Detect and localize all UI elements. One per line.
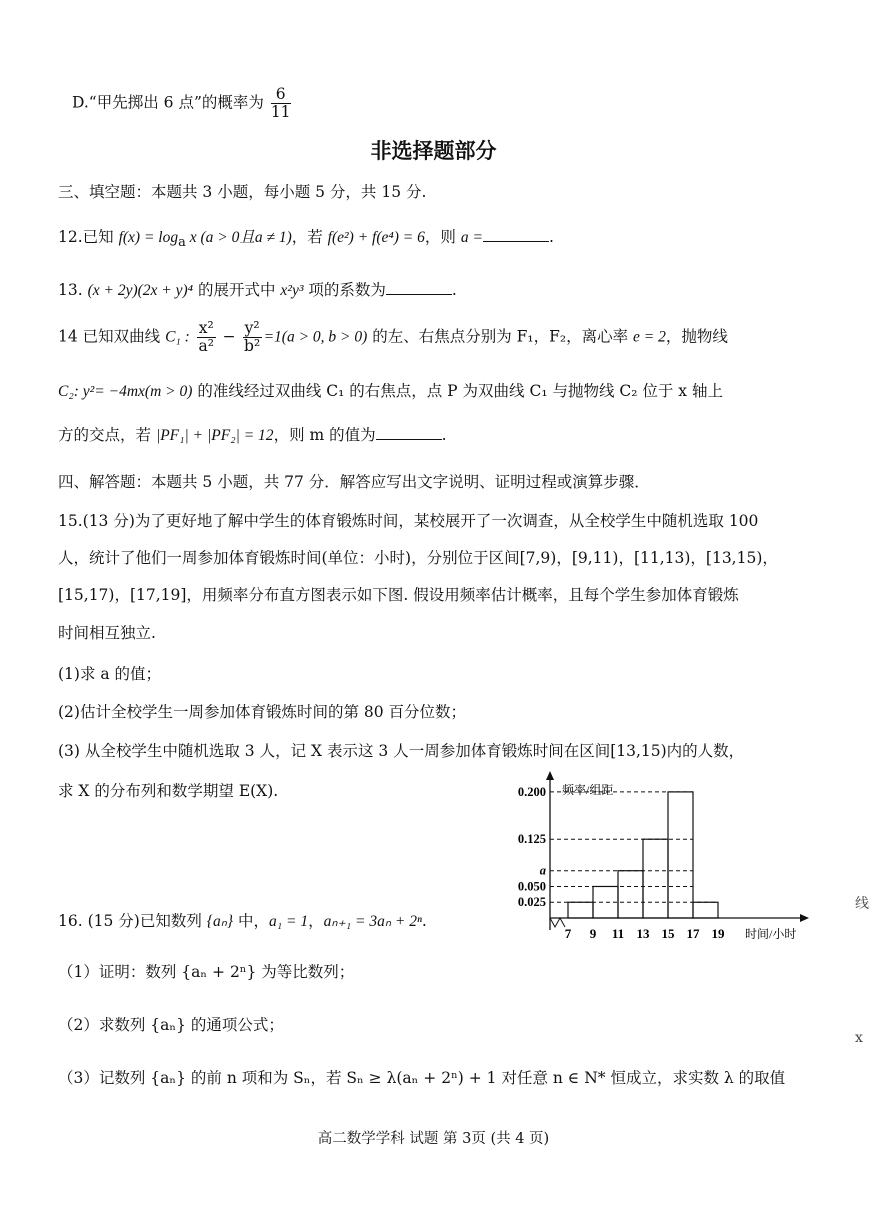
q16-text-b: 中， [233,912,270,930]
q15-line3: [15,17)，[17,19]，用频率分布直方图表示如下图. 假设用频率估计概率，且每个学生参加体育锻炼 [58,586,739,604]
q16-seq: {aₙ} [206,913,234,930]
q14-line3-text: ，则 m 的值为 [273,426,376,444]
q14-condition: =1(a > 0, b > 0) [263,328,368,346]
frequency-histogram [505,770,815,955]
answer-blank [376,425,442,440]
q14-c2: C₂: [58,383,79,400]
y-axis-arrow [546,771,554,780]
q14-line2-text: 的准线经过双曲线 C₁ 的右焦点，点 P 为双曲线 C₁ 与抛物线 C₂ 位于 x 轴上 [192,382,723,400]
q16-end: . [421,912,427,930]
q14-y-fraction [243,320,262,355]
q13-text-b: 的展开式中 [193,281,281,299]
question-16 [58,911,427,932]
q12-math3: f(e²) + f(e⁴) = 6 [327,229,425,246]
x-tick-label: 19 [711,926,725,941]
y-tick-label: 0.200 [517,784,546,799]
q15-line1: 15.(13 分)为了更好地了解中学生的体育锻炼时间，某校展开了一次调查，从全校学生中随机选取 100 [58,512,759,530]
fraction-numerator: y² [244,319,260,337]
q12-math2: x (a > 0且a ≠ 1) [185,229,292,246]
page-footer: 高二数学学科 试题 第 3页 (共 4 页) [317,1131,550,1147]
histogram-bar [568,902,593,918]
q12-text-c: ，则 [424,228,461,246]
question-13 [58,280,457,301]
section-title: 非选择题部分 [370,139,497,163]
q16-init: a₁ = 1 [269,913,309,930]
q15-sub2: (2)估计全校学生一周参加体育锻炼时间的第 80 百分位数； [58,703,467,721]
margin-mark-2: х [855,1030,863,1046]
x-tick-label: 7 [564,926,572,941]
y-tick-label: 0.050 [517,879,546,894]
q15-line2: 人，统计了他们一周参加体育锻炼时间(单位：小时)，分别位于区间[7,9)，[9,11)，[11,13)，[13,15)， [58,549,778,567]
y-axis-label: 频率/组距 [562,783,614,797]
q14-c1: C₁ : [165,328,190,346]
answer-blank [483,227,549,242]
question-14-line3 [58,425,447,446]
q12-prefix: 12.已知 [58,228,119,246]
q13-text-c: 项的系数为 [303,281,386,299]
q14-eccentricity: e = 2 [633,328,666,346]
q15-sub4: 求 X 的分布列和数学期望 E(X). [58,782,279,800]
q16-text-c: ， [308,912,324,930]
q14-line3-prefix: 方的交点，若 [58,426,156,444]
histogram-bar [618,871,643,918]
fraction-denominator: b² [244,337,261,356]
q13-math2: x²y³ [280,282,304,299]
q14-parabola: y²= −4mx(m > 0) [78,383,193,400]
x-tick-label: 13 [636,926,650,941]
q12-math4: a = [460,229,483,246]
fraction-numerator: x² [198,319,214,337]
part3-heading: 三、填空题：本题共 3 小题，每小题 5 分，共 15 分. [58,183,427,201]
q12-text-b: ，若 [291,228,328,246]
q14-prefix: 14 已知双曲线 [58,327,166,346]
q16-sub3: （3）记数列 {aₙ} 的前 n 项和为 Sₙ，若 Sₙ ≥ λ(aₙ + 2ⁿ) + 1 对任意 n ∈ N* 恒成立，求实数 λ 的取值 [58,1069,786,1087]
y-tick-label: 0.125 [517,832,546,847]
q14-end: . [441,426,447,444]
fraction-denominator: a² [198,337,214,356]
histogram-bar [693,902,718,918]
q13-math1: (x + 2y)(2x + y)⁴ [87,282,194,299]
q13-prefix: 13. [58,281,88,299]
question-14-line1 [58,320,728,355]
x-tick-label: 9 [589,926,597,941]
margin-mark-1: 线 [855,896,869,912]
question-12 [58,227,554,252]
option-d-text: D.“甲先掷出 6 点”的概率为 [72,93,264,112]
q13-end: . [451,281,457,299]
option-d [72,86,293,121]
histogram-bar [668,792,693,918]
q16-recurrence: aₙ₊₁ = 3aₙ + 2ⁿ [323,913,422,930]
option-d-fraction [271,86,291,121]
x-axis-arrow [800,914,809,922]
q16-sub1: （1）证明：数列 {aₙ + 2ⁿ} 为等比数列； [58,963,355,981]
q12-math1: f(x) = log [118,229,179,246]
fraction-numerator: 6 [271,86,291,104]
axis-break-mark [550,918,565,927]
q14-minus: − [217,327,241,346]
x-tick-label: 15 [661,926,675,941]
q14-focal-sum: |PF₁| + |PF₂| = 12 [155,427,274,444]
answer-blank [386,280,452,295]
x-axis-label: 时间/小时 [745,927,797,941]
y-tick-label: 0.025 [517,895,546,910]
q14-x-fraction [197,320,216,355]
x-tick-label: 17 [686,926,700,941]
q15-sub1: (1)求 a 的值； [58,665,162,683]
x-tick-label: 11 [611,926,625,941]
q15-line4: 时间相互独立. [58,624,156,642]
y-tick-label: a [539,863,546,878]
q12-end: . [548,228,554,246]
q12-sub: a [178,235,186,251]
q16-prefix: 16. (15 分)已知数列 [58,912,207,930]
q14-text-d: ，抛物线 [665,327,728,346]
fraction-denominator: 11 [270,103,291,122]
q14-text-c: 的左、右焦点分别为 F₁，F₂，离心率 [367,327,633,346]
part4-heading: 四、解答题：本题共 5 小题，共 77 分．解答应写出文字说明、证明过程或演算步骤． [58,473,650,491]
q15-sub3: (3) 从全校学生中随机选取 3 人，记 X 表示这 3 人一周参加体育锻炼时间在区间[13,15)内的人数， [58,742,745,760]
q16-sub2: （2）求数列 {aₙ} 的通项公式； [58,1016,284,1034]
question-14-line2 [58,381,723,402]
histogram-bar [643,839,668,918]
